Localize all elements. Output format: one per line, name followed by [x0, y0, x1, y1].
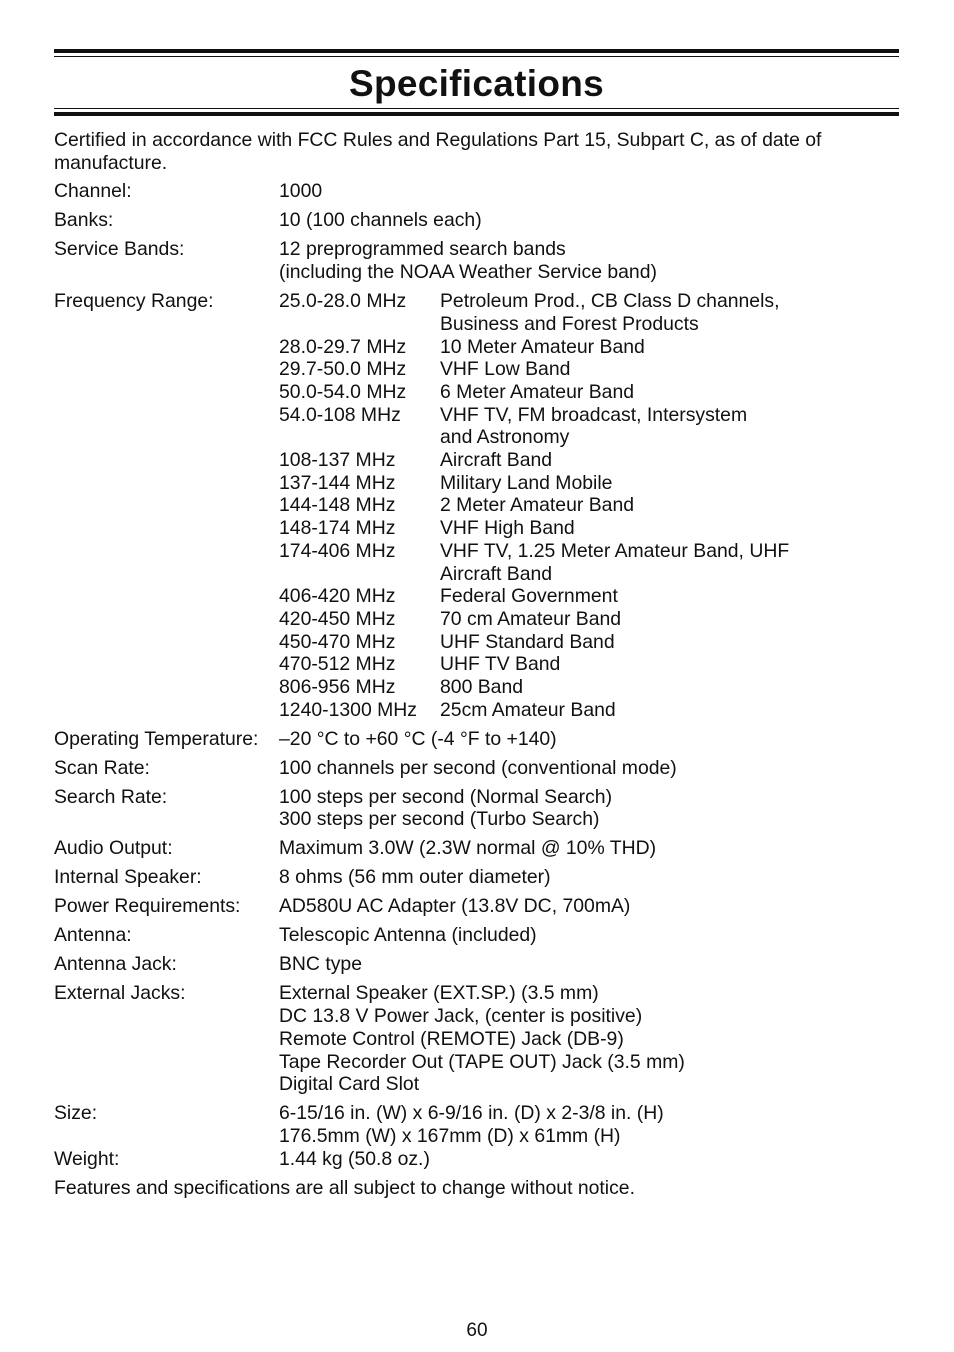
spec-row-banks	[54, 209, 854, 232]
spec-value: 100 channels per second (conventional mode)	[279, 756, 677, 779]
frequency-range: 806-956 MHz	[279, 676, 396, 699]
spec-row-service-bands	[54, 238, 854, 283]
frequency-range: 50.0-54.0 MHz	[279, 380, 407, 403]
frequency-description	[440, 472, 854, 495]
frequency-row	[279, 631, 854, 654]
frequency-description	[440, 676, 854, 699]
frequency-row	[279, 449, 854, 472]
spec-row-scan-rate	[54, 757, 854, 780]
spec-value-line: 12 preprogrammed search bands	[279, 238, 566, 261]
frequency-description	[440, 517, 854, 540]
spec-label: Search Rate:	[54, 785, 168, 808]
frequency-row	[279, 290, 854, 335]
frequency-range: 54.0-108 MHz	[279, 403, 401, 426]
frequency-description	[440, 585, 854, 608]
frequency-row	[279, 404, 854, 449]
spec-value: 1000	[279, 180, 323, 203]
spec-value-line: 6-15/16 in. (W) x 6-9/16 in. (D) x 2-3/8 in. (H)	[279, 1102, 664, 1125]
spec-value-line: 100 steps per second (Normal Search)	[279, 785, 613, 808]
frequency-description-line: 800 Band	[440, 676, 524, 699]
spec-label: Weight:	[54, 1147, 120, 1170]
frequency-description-line: 25cm Amateur Band	[440, 698, 616, 721]
spec-value-line: (including the NOAA Weather Service band)	[279, 261, 657, 284]
spec-label: Scan Rate:	[54, 756, 150, 779]
frequency-range: 148-174 MHz	[279, 517, 396, 540]
frequency-description-line: VHF Low Band	[440, 358, 571, 381]
frequency-description	[440, 381, 854, 404]
frequency-range: 420-450 MHz	[279, 607, 396, 630]
spec-label: Banks:	[54, 209, 114, 232]
frequency-description-line: Aircraft Band	[440, 562, 553, 585]
frequency-description	[440, 631, 854, 654]
frequency-description-line: and Astronomy	[440, 426, 570, 449]
intro-paragraph: Certified in accordance with FCC Rules and Regulations Part 15, Subpart C, as of date of manufacture.	[54, 129, 822, 174]
spec-value: BNC type	[279, 953, 362, 976]
spec-label: Audio Output:	[54, 837, 173, 860]
title-rule-top-thick	[54, 49, 899, 53]
spec-value	[279, 1102, 854, 1147]
frequency-description-line: Federal Government	[440, 585, 618, 608]
spec-value-line: External Speaker (EXT.SP.) (3.5 mm)	[279, 982, 599, 1005]
spec-label: Frequency Range:	[54, 290, 214, 313]
spec-value: Maximum 3.0W (2.3W normal @ 10% THD)	[279, 837, 657, 860]
spec-label: Operating Temperature:	[54, 727, 259, 750]
spec-row-antenna-jack	[54, 953, 854, 976]
spec-row-internal-speaker	[54, 866, 854, 889]
frequency-range: 174-406 MHz	[279, 539, 396, 562]
spec-label: Size:	[54, 1102, 98, 1125]
spec-value	[279, 786, 854, 831]
frequency-description-line: Petroleum Prod., CB Class D channels,	[440, 290, 780, 313]
title-rule-bottom-thick	[54, 112, 899, 116]
frequency-description	[440, 699, 854, 722]
frequency-description-line: Business and Forest Products	[440, 312, 699, 335]
frequency-description-line: Aircraft Band	[440, 449, 553, 472]
frequency-description-line: 70 cm Amateur Band	[440, 607, 622, 630]
title-rule-top-thin	[54, 56, 899, 57]
frequency-row	[279, 540, 854, 585]
frequency-row	[279, 381, 854, 404]
spec-label: Internal Speaker:	[54, 866, 202, 889]
spec-row-search-rate	[54, 786, 854, 831]
frequency-description	[440, 653, 854, 676]
spec-row-frequency-range	[54, 290, 854, 721]
frequency-row	[279, 494, 854, 517]
frequency-description-line: 6 Meter Amateur Band	[440, 380, 635, 403]
frequency-range: 1240-1300 MHz	[279, 698, 417, 721]
specifications-content	[54, 129, 854, 1199]
frequency-description	[440, 494, 854, 517]
spec-row-channel	[54, 180, 854, 203]
spec-label: Antenna Jack:	[54, 953, 177, 976]
frequency-row	[279, 676, 854, 699]
spec-label: External Jacks:	[54, 982, 186, 1005]
frequency-row	[279, 585, 854, 608]
spec-value: –20 °C to +60 °C (-4 °F to +140)	[279, 727, 557, 750]
frequency-description	[440, 404, 854, 449]
frequency-range: 28.0-29.7 MHz	[279, 335, 407, 358]
frequency-description	[440, 449, 854, 472]
spec-value: AD580U AC Adapter (13.8V DC, 700mA)	[279, 895, 631, 918]
frequency-range: 450-470 MHz	[279, 630, 396, 653]
spec-value	[279, 982, 854, 1096]
spec-row-weight	[54, 1148, 854, 1171]
spec-label: Service Bands:	[54, 238, 185, 261]
footer-note: Features and specifications are all subject to change without notice.	[54, 1176, 635, 1199]
frequency-range: 108-137 MHz	[279, 449, 396, 472]
spec-label: Antenna:	[54, 924, 132, 947]
page-title: Specifications	[348, 63, 605, 104]
frequency-description-line: 2 Meter Amateur Band	[440, 494, 635, 517]
spec-row-power-requirements	[54, 895, 854, 918]
spec-value	[279, 238, 854, 283]
frequency-description	[440, 336, 854, 359]
frequency-row	[279, 608, 854, 631]
spec-value: 10 (100 channels each)	[279, 209, 482, 232]
spec-value-line: Digital Card Slot	[279, 1073, 420, 1096]
frequency-range: 137-144 MHz	[279, 471, 396, 494]
spec-value-line: Tape Recorder Out (TAPE OUT) Jack (3.5 mm)	[279, 1050, 685, 1073]
frequency-description-line: UHF Standard Band	[440, 630, 615, 653]
frequency-description-line: UHF TV Band	[440, 653, 561, 676]
frequency-row	[279, 336, 854, 359]
frequency-row	[279, 472, 854, 495]
frequency-range: 470-512 MHz	[279, 653, 396, 676]
spec-value: Telescopic Antenna (included)	[279, 924, 537, 947]
frequency-description	[440, 290, 854, 335]
frequency-range: 406-420 MHz	[279, 585, 396, 608]
spec-value: 1.44 kg (50.8 oz.)	[279, 1147, 430, 1170]
frequency-range: 29.7-50.0 MHz	[279, 358, 407, 381]
frequency-description-line: VHF TV, FM broadcast, Intersystem	[440, 403, 748, 426]
frequency-range-table	[279, 290, 854, 721]
frequency-description	[440, 358, 854, 381]
frequency-row	[279, 358, 854, 381]
spec-label: Power Requirements:	[54, 895, 241, 918]
spec-row-antenna	[54, 924, 854, 947]
spec-value-line: 300 steps per second (Turbo Search)	[279, 808, 600, 831]
frequency-row	[279, 653, 854, 676]
spec-label: Channel:	[54, 180, 132, 203]
spec-row-external-jacks	[54, 982, 854, 1096]
frequency-description-line: VHF High Band	[440, 517, 575, 540]
frequency-row	[279, 517, 854, 540]
frequency-description-line: Military Land Mobile	[440, 471, 613, 494]
frequency-description	[440, 608, 854, 631]
frequency-range: 25.0-28.0 MHz	[279, 290, 407, 313]
spec-value-line: DC 13.8 V Power Jack, (center is positive)	[279, 1005, 643, 1028]
spec-row-operating-temperature	[54, 728, 854, 751]
frequency-description	[440, 540, 854, 585]
spec-value-line: Remote Control (REMOTE) Jack (DB-9)	[279, 1027, 624, 1050]
title-rule-bottom-thin	[54, 108, 899, 109]
spec-row-audio-output	[54, 837, 854, 860]
frequency-row	[279, 699, 854, 722]
spec-value: 8 ohms (56 mm outer diameter)	[279, 866, 551, 889]
frequency-description-line: VHF TV, 1.25 Meter Amateur Band, UHF	[440, 539, 790, 562]
spec-row-size	[54, 1102, 854, 1147]
spec-value-line: 176.5mm (W) x 167mm (D) x 61mm (H)	[279, 1124, 621, 1147]
title-block	[54, 49, 899, 116]
frequency-range: 144-148 MHz	[279, 494, 396, 517]
frequency-description-line: 10 Meter Amateur Band	[440, 335, 645, 358]
page-number: 60	[466, 1320, 488, 1341]
